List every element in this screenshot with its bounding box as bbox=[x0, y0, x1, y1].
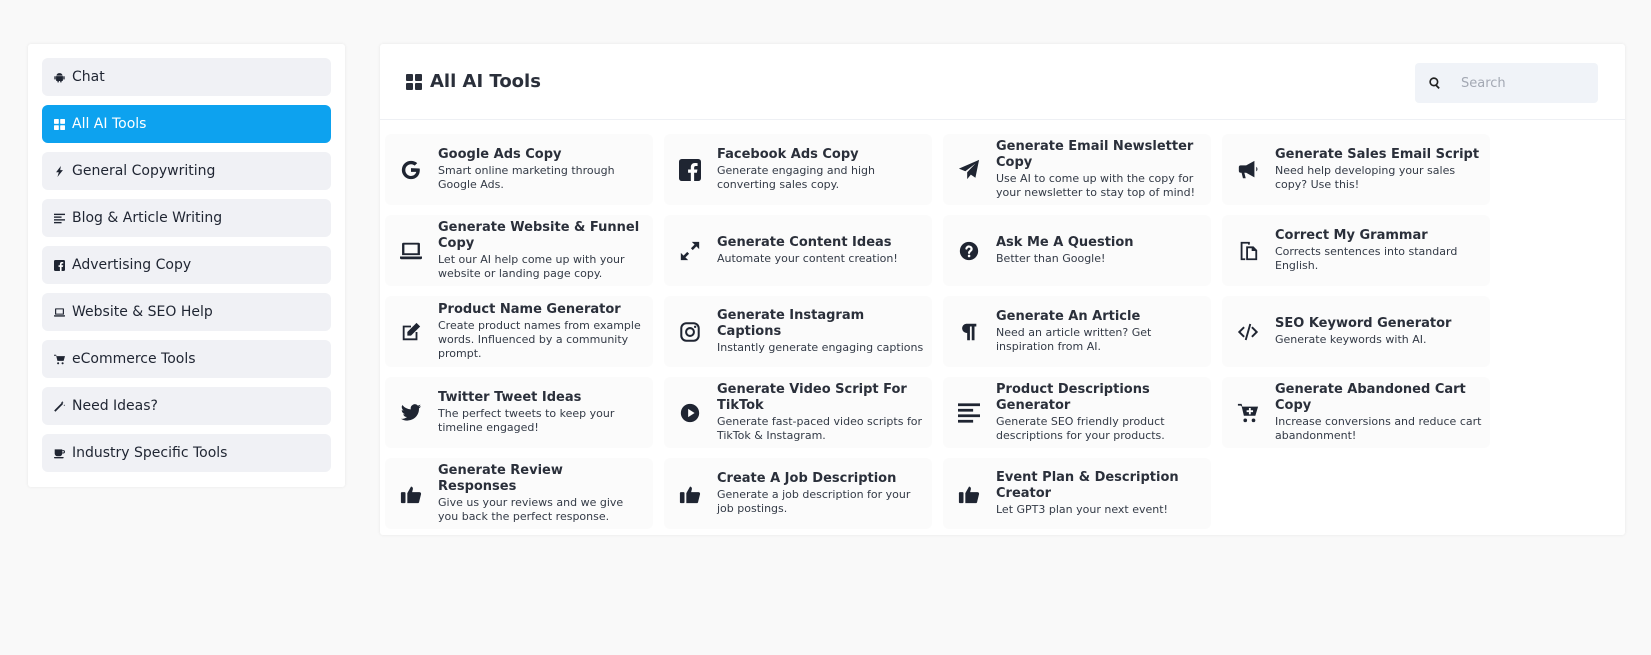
tool-card[interactable] bbox=[1222, 377, 1490, 448]
megaphone-icon bbox=[1236, 158, 1260, 182]
tool-card[interactable] bbox=[385, 215, 653, 286]
tool-card-description: The perfect tweets to keep your timeline engaged! bbox=[438, 407, 615, 434]
tool-card-text bbox=[438, 390, 645, 435]
tool-card-description: Create product names from example words. Influenced by a community prompt. bbox=[438, 319, 641, 360]
tool-card-text bbox=[1275, 316, 1482, 347]
edit-icon bbox=[399, 320, 423, 344]
tool-card-description: Increase conversions and reduce cart abandonment! bbox=[1275, 415, 1482, 442]
tool-card-description: Give us your reviews and we give you back the perfect response. bbox=[438, 496, 624, 523]
tool-card-text bbox=[717, 382, 924, 443]
search-input[interactable] bbox=[1461, 76, 1591, 91]
tool-card[interactable] bbox=[664, 215, 932, 286]
tool-card[interactable] bbox=[385, 296, 653, 367]
tool-card-description: Corrects sentences into standard English. bbox=[1275, 245, 1458, 272]
tool-card-title: Generate Email Newsletter Copy bbox=[996, 139, 1194, 170]
sidebar-item-label: Chat bbox=[72, 69, 105, 85]
tool-card-title: Generate Sales Email Script bbox=[1275, 147, 1480, 162]
grid-icon bbox=[52, 117, 66, 131]
code-icon bbox=[1236, 320, 1260, 344]
paper-plane-icon bbox=[957, 158, 981, 182]
sidebar-item-label: Blog & Article Writing bbox=[72, 210, 223, 226]
tool-card[interactable] bbox=[664, 296, 932, 367]
tool-card[interactable] bbox=[943, 458, 1211, 529]
tool-card-text bbox=[438, 302, 645, 361]
main-header bbox=[380, 44, 1625, 120]
thumbs-up-icon bbox=[399, 482, 423, 506]
tool-card[interactable] bbox=[943, 134, 1211, 205]
play-circle-icon bbox=[678, 401, 702, 425]
facebook-icon bbox=[52, 258, 66, 272]
bolt-icon bbox=[52, 164, 66, 178]
tool-card-description: Let our AI help come up with your website or landing page copy. bbox=[438, 253, 625, 280]
tool-card-title: Create A Job Description bbox=[717, 471, 897, 486]
cart-icon bbox=[52, 352, 66, 366]
tool-card-title: Product Name Generator bbox=[438, 302, 621, 317]
thumbs-up-icon bbox=[678, 482, 702, 506]
question-circle-icon bbox=[957, 239, 981, 263]
sidebar-item-label: Industry Specific Tools bbox=[72, 445, 228, 461]
sidebar-item-need-ideas[interactable] bbox=[42, 387, 331, 425]
sidebar bbox=[28, 44, 345, 487]
tool-card-title: Twitter Tweet Ideas bbox=[438, 390, 582, 405]
tool-card[interactable] bbox=[664, 377, 932, 448]
tool-card-text bbox=[1275, 228, 1482, 273]
sidebar-item-chat[interactable] bbox=[42, 58, 331, 96]
twitter-icon bbox=[399, 401, 423, 425]
align-left-icon bbox=[957, 401, 981, 425]
expand-icon bbox=[678, 239, 702, 263]
tool-card-title: Correct My Grammar bbox=[1275, 228, 1428, 243]
laptop-icon bbox=[399, 239, 423, 263]
tool-card-description: Generate a job description for your job postings. bbox=[717, 488, 911, 515]
search-icon bbox=[1429, 77, 1441, 89]
sidebar-item-ecommerce-tools[interactable] bbox=[42, 340, 331, 378]
sidebar-item-general-copywriting[interactable] bbox=[42, 152, 331, 190]
laptop-icon bbox=[52, 305, 66, 319]
facebook-icon bbox=[678, 158, 702, 182]
tool-card-text bbox=[996, 139, 1203, 200]
tool-card[interactable] bbox=[385, 134, 653, 205]
sidebar-item-label: All AI Tools bbox=[72, 116, 147, 132]
tool-card-title: SEO Keyword Generator bbox=[1275, 316, 1452, 331]
tool-card-description: Need an article written? Get inspiration from AI. bbox=[996, 326, 1152, 353]
sidebar-item-industry-specific-tools[interactable] bbox=[42, 434, 331, 472]
tool-card-text bbox=[717, 308, 924, 355]
tool-card-description: Generate SEO friendly product descriptions for your products. bbox=[996, 415, 1165, 442]
tool-card-text bbox=[438, 220, 645, 281]
tool-card[interactable] bbox=[943, 296, 1211, 367]
coffee-icon bbox=[52, 446, 66, 460]
tool-card-text bbox=[996, 235, 1203, 266]
tool-card-description: Generate keywords with AI. bbox=[1275, 333, 1427, 346]
sidebar-item-all-ai-tools[interactable] bbox=[42, 105, 331, 143]
tool-card-text bbox=[1275, 147, 1482, 192]
tool-card-title: Generate Review Responses bbox=[438, 463, 563, 494]
tool-card-text bbox=[717, 235, 924, 266]
tool-card-description: Need help developing your sales copy? Use this! bbox=[1275, 164, 1456, 191]
tool-card[interactable] bbox=[1222, 296, 1490, 367]
tool-card-title: Generate Content Ideas bbox=[717, 235, 892, 250]
tool-card-description: Let GPT3 plan your next event! bbox=[996, 503, 1168, 516]
clipboard-icon bbox=[1236, 239, 1260, 263]
page-title: All AI Tools bbox=[430, 71, 541, 92]
tool-card-text bbox=[717, 471, 924, 516]
sidebar-item-website-seo-help[interactable] bbox=[42, 293, 331, 331]
tool-card-text bbox=[438, 147, 645, 192]
sidebar-item-label: Advertising Copy bbox=[72, 257, 192, 273]
tool-card-text bbox=[438, 463, 645, 524]
tool-card-description: Automate your content creation! bbox=[717, 252, 898, 265]
grid-icon bbox=[406, 74, 422, 90]
tool-card-title: Facebook Ads Copy bbox=[717, 147, 859, 162]
instagram-icon bbox=[678, 320, 702, 344]
tool-card[interactable] bbox=[943, 215, 1211, 286]
tool-grid bbox=[385, 134, 1490, 529]
tool-card[interactable] bbox=[385, 458, 653, 529]
tool-card-title: Generate An Article bbox=[996, 309, 1141, 324]
tool-card-title: Generate Video Script For TikTok bbox=[717, 382, 907, 413]
search-box[interactable] bbox=[1415, 63, 1598, 103]
tool-card-description: Smart online marketing through Google Ads. bbox=[438, 164, 615, 191]
tool-card-description: Instantly generate engaging captions bbox=[717, 341, 924, 354]
sidebar-item-blog-article-writing[interactable] bbox=[42, 199, 331, 237]
sidebar-item-label: Need Ideas? bbox=[72, 398, 158, 414]
sidebar-item-label: General Copywriting bbox=[72, 163, 216, 179]
tool-card[interactable] bbox=[664, 134, 932, 205]
tool-card-description: Use AI to come up with the copy for your newsletter to stay top of mind! bbox=[996, 172, 1196, 199]
tool-card-description: Generate fast-paced video scripts for TikTok & Instagram. bbox=[717, 415, 923, 442]
tool-card[interactable] bbox=[943, 377, 1211, 448]
paragraph-icon bbox=[957, 320, 981, 344]
tool-card-text bbox=[717, 147, 924, 192]
tool-card-title: Generate Website & Funnel Copy bbox=[438, 220, 640, 251]
tool-card-text bbox=[1275, 382, 1482, 443]
thumbs-up-icon bbox=[957, 482, 981, 506]
align-left-icon bbox=[52, 211, 66, 225]
sidebar-item-label: eCommerce Tools bbox=[72, 351, 196, 367]
tool-card-description: Better than Google! bbox=[996, 252, 1106, 265]
android-icon bbox=[52, 70, 66, 84]
tool-card[interactable] bbox=[1222, 215, 1490, 286]
tool-card-text bbox=[996, 470, 1203, 517]
tool-card-title: Product Descriptions Generator bbox=[996, 382, 1150, 413]
google-icon bbox=[399, 158, 423, 182]
tool-card[interactable] bbox=[664, 458, 932, 529]
main-panel bbox=[380, 44, 1625, 535]
tool-card-title: Generate Instagram Captions bbox=[717, 308, 865, 339]
tool-card-text bbox=[996, 309, 1203, 354]
tool-card-title: Ask Me A Question bbox=[996, 235, 1134, 250]
tool-card[interactable] bbox=[385, 377, 653, 448]
tool-card-title: Google Ads Copy bbox=[438, 147, 562, 162]
sidebar-item-label: Website & SEO Help bbox=[72, 304, 213, 320]
tool-card-description: Generate engaging and high converting sales copy. bbox=[717, 164, 875, 191]
tool-card-title: Event Plan & Description Creator bbox=[996, 470, 1179, 501]
tool-card-title: Generate Abandoned Cart Copy bbox=[1275, 382, 1466, 413]
tool-card-text bbox=[996, 382, 1203, 443]
magic-wand-icon bbox=[52, 399, 66, 413]
tool-card[interactable] bbox=[1222, 134, 1490, 205]
cart-plus-icon bbox=[1236, 401, 1260, 425]
sidebar-item-advertising-copy[interactable] bbox=[42, 246, 331, 284]
